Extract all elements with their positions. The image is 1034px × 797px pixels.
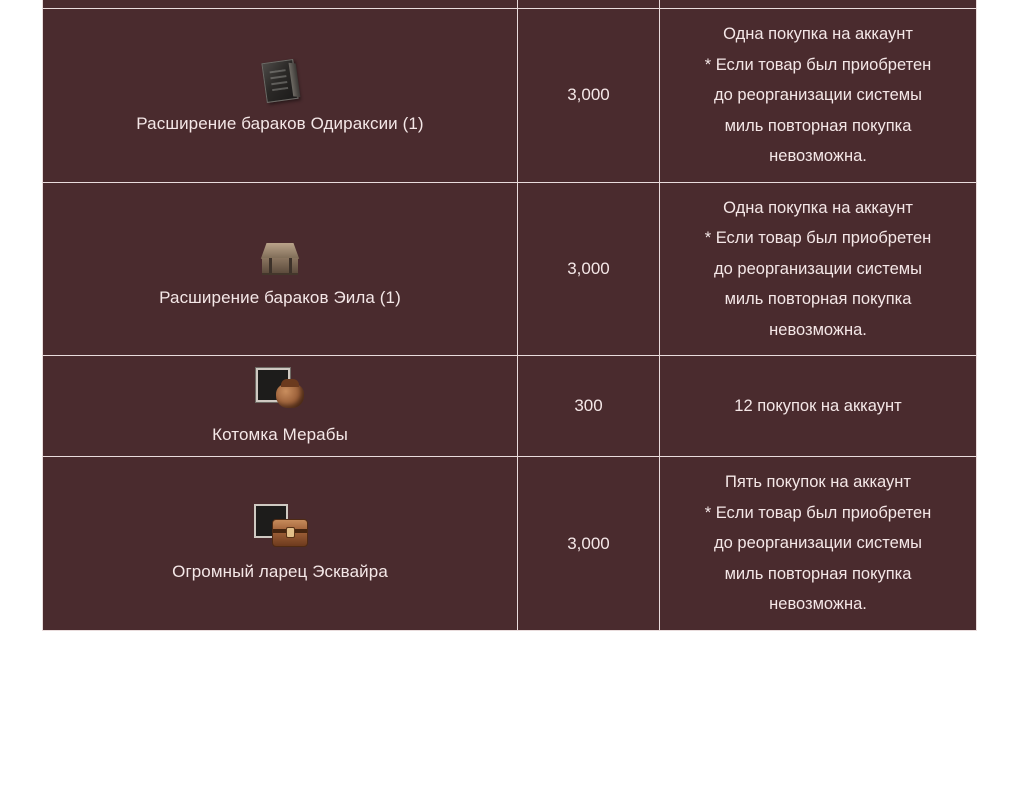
cell-price: 300 xyxy=(518,356,660,457)
item-name: Огромный ларец Эсквайра xyxy=(172,562,388,582)
note-line: миль повторная покупка xyxy=(724,564,912,583)
table-row[interactable] xyxy=(43,457,977,631)
cell-price: 3,000 xyxy=(518,9,660,183)
note-line: 12 покупок на аккаунт xyxy=(734,396,902,415)
note-line: невозможна. xyxy=(769,320,867,339)
note-line: до реорганизации системы xyxy=(714,259,922,278)
cell-note xyxy=(660,9,977,183)
note-line: невозможна. xyxy=(769,595,867,614)
table-row[interactable] xyxy=(43,9,977,183)
note-line: * Если товар был приобретен xyxy=(704,229,932,248)
table-row[interactable] xyxy=(43,182,977,356)
cell-price: 3,000 xyxy=(518,182,660,356)
cell-note xyxy=(660,356,977,457)
note-line: невозможна. xyxy=(769,147,867,166)
barracks-expansion-eila-icon xyxy=(250,229,310,281)
table-row-partial-top xyxy=(43,0,977,9)
esquire-huge-chest-icon xyxy=(250,503,310,555)
barracks-expansion-odiraxia-icon xyxy=(247,51,314,111)
cell-item xyxy=(43,457,518,631)
note-line: Одна покупка на аккаунт xyxy=(723,198,913,217)
cell-price: 3,000 xyxy=(518,457,660,631)
note-line: миль повторная покупка xyxy=(724,290,912,309)
cell-item xyxy=(43,182,518,356)
item-name: Котомка Мерабы xyxy=(212,425,348,445)
shop-items-table xyxy=(42,0,977,631)
meraba-pack-icon xyxy=(250,366,310,418)
cell-note xyxy=(660,457,977,631)
note-line: * Если товар был приобретен xyxy=(704,55,932,74)
cell-note xyxy=(660,182,977,356)
cell-price-partial xyxy=(518,0,660,9)
note-line: * Если товар был приобретен xyxy=(704,503,932,522)
cell-item xyxy=(43,9,518,183)
cell-item xyxy=(43,356,518,457)
note-line: Пять покупок на аккаунт xyxy=(725,473,911,492)
item-name: Расширение бараков Одираксии (1) xyxy=(136,114,424,134)
table-row[interactable] xyxy=(43,356,977,457)
cell-item-partial xyxy=(43,0,518,9)
note-line: Одна покупка на аккаунт xyxy=(723,25,913,43)
note-line: до реорганизации системы xyxy=(714,534,922,553)
note-line: миль повторная покупка xyxy=(724,116,912,135)
note-line: до реорганизации системы xyxy=(714,86,922,105)
cell-note-partial xyxy=(660,0,977,9)
item-name: Расширение бараков Эила (1) xyxy=(159,287,401,307)
